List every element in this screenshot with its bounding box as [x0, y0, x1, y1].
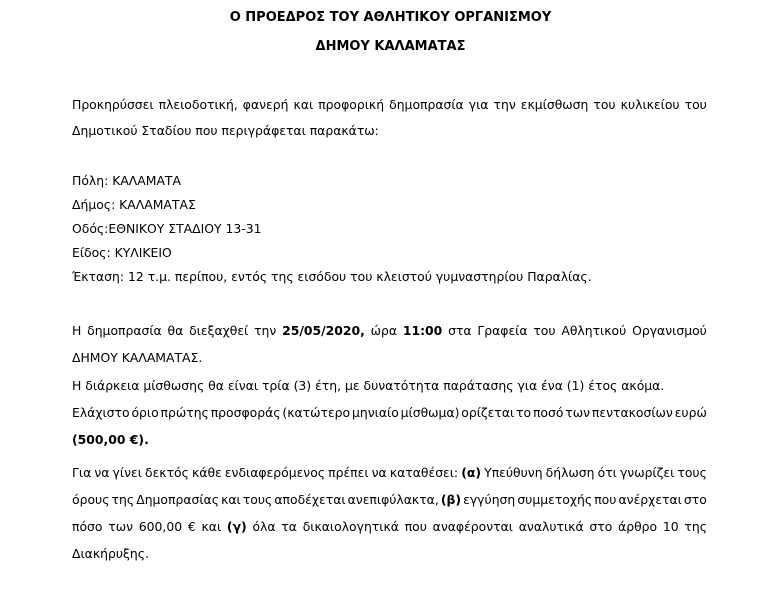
- header-subtitle: ΔΗΜΟΥ ΚΑΛΑΜΑΤΑΣ: [315, 39, 466, 54]
- marker-a: (α): [461, 465, 482, 480]
- word: άρθρο: [618, 519, 658, 534]
- word: προσφοράς: [210, 405, 281, 420]
- word: της: [684, 519, 707, 534]
- detail-area: Έκταση: 12 τ.μ. περίπου, εντός της εισόδου του κλειστού γυμναστηρίου Παραλίας.: [72, 269, 592, 284]
- word: του: [593, 97, 616, 112]
- word: των: [108, 519, 133, 534]
- word: 600,00: [138, 519, 183, 534]
- word: προφορική: [318, 97, 385, 112]
- word: αναφέρονται: [432, 519, 513, 534]
- auction-time: 11:00: [402, 323, 443, 338]
- word: €: [187, 519, 196, 534]
- word: του: [684, 97, 707, 112]
- word: γίνει: [112, 465, 142, 480]
- detail-type: Είδος: ΚΥΛΙΚΕΙΟ: [72, 245, 172, 260]
- word: ώρα: [370, 323, 398, 338]
- word: τους: [677, 465, 707, 480]
- minimum-amount: (500,00 €).: [72, 432, 149, 447]
- word: ενδιαφερόμενος: [224, 465, 326, 480]
- word: Για: [72, 465, 92, 480]
- minimum-amount-line: [72, 432, 149, 447]
- word: στο: [683, 492, 707, 507]
- word: φανερή: [242, 97, 289, 112]
- word: αναλυτικά: [518, 519, 584, 534]
- word: πρώτης: [160, 405, 209, 420]
- requirements-line-2: [72, 492, 707, 507]
- requirements-line-1: [72, 465, 707, 480]
- word: εγγύηση: [463, 492, 516, 507]
- word: ανέρχεται: [618, 492, 682, 507]
- intro-line-1: [72, 97, 707, 112]
- auction-line-1: [72, 323, 707, 338]
- word: στο: [589, 519, 613, 534]
- word: πλειοδοτική,: [158, 97, 238, 112]
- word: που: [404, 519, 427, 534]
- word: την: [493, 97, 516, 112]
- word: πόσο: [72, 519, 103, 534]
- word: Ελάχιστο: [72, 405, 130, 420]
- auction-line-2: ΔΗΜΟΥ ΚΑΛΑΜΑΤΑΣ.: [72, 350, 203, 365]
- word: μηνιαίο: [351, 405, 399, 420]
- auction-date: 25/05/2020,: [282, 323, 365, 338]
- word: ανεπιφύλακτα,: [347, 492, 439, 507]
- marker-c: (γ): [226, 519, 247, 534]
- requirements-line-4: Διακήρυξης.: [72, 546, 149, 561]
- word: Οργανισμού: [632, 323, 707, 338]
- word: την: [254, 323, 277, 338]
- word: για: [468, 97, 489, 112]
- word: που: [594, 492, 617, 507]
- word: όριο: [131, 405, 159, 420]
- word: αποδέχεται: [274, 492, 346, 507]
- word: Γραφεία: [477, 323, 528, 338]
- word: συμμετοχής: [517, 492, 593, 507]
- word: πρέπει: [328, 465, 369, 480]
- word: (κατώτερο: [282, 405, 351, 420]
- word: και: [201, 519, 222, 534]
- word: διεξαχθεί: [189, 323, 249, 338]
- detail-street: Οδός:ΕΘΝΙΚΟΥ ΣΤΑΔΙΟΥ 13-31: [72, 221, 262, 236]
- intro-line-2: Δημοτικού Σταδίου που περιγράφεται παρακάτω:: [72, 123, 379, 138]
- word: στα: [448, 323, 472, 338]
- word: δημοπρασία: [87, 323, 162, 338]
- word: κυλικείου: [620, 97, 680, 112]
- word: καταθέσει:: [389, 465, 459, 480]
- word: 10: [662, 519, 679, 534]
- minimum-line-1: [72, 405, 707, 420]
- word: πεντακοσίων: [591, 405, 673, 420]
- word: ευρώ: [674, 405, 707, 420]
- word: Αθλητικού: [561, 323, 627, 338]
- word: Υπεύθυνη: [484, 465, 543, 480]
- word: εκμίσθωση: [520, 97, 589, 112]
- word: ορίζεται: [461, 405, 515, 420]
- word: δικαιολογητικά: [302, 519, 399, 534]
- word: κάθε: [191, 465, 222, 480]
- word: Προκηρύσσει: [72, 97, 154, 112]
- word: να: [371, 465, 387, 480]
- word: τους: [242, 492, 273, 507]
- word: και: [293, 97, 314, 112]
- word: να: [94, 465, 110, 480]
- word: ότι: [597, 465, 617, 480]
- detail-municipality: Δήμος: ΚΑΛΑΜΑΤΑΣ: [72, 197, 196, 212]
- word: μίσθωμα): [400, 405, 460, 420]
- word: των: [565, 405, 591, 420]
- marker-b: (β): [440, 492, 462, 507]
- requirements-line-3: [72, 519, 707, 534]
- word: θα: [167, 323, 184, 338]
- word: δεκτός: [144, 465, 189, 480]
- word: δημοπρασία: [389, 97, 464, 112]
- word: Η: [72, 323, 82, 338]
- word: της: [111, 492, 135, 507]
- word: γνωρίζει: [619, 465, 675, 480]
- word: του: [533, 323, 556, 338]
- word: Δημοπρασίας: [136, 492, 219, 507]
- word: ποσό: [532, 405, 564, 420]
- word: και: [221, 492, 241, 507]
- word: το: [516, 405, 532, 420]
- detail-city: Πόλη: ΚΑΛΑΜΑΤΑ: [72, 173, 181, 188]
- word: όλα: [252, 519, 276, 534]
- word: τα: [281, 519, 297, 534]
- word: δήλωση: [545, 465, 595, 480]
- word: όρους: [72, 492, 110, 507]
- duration-text: Η διάρκεια μίσθωσης θα είναι τρία (3) έτη, με δυνατότητα παράτασης για ένα (1) έτος ακόμα.: [72, 378, 665, 393]
- header-title: Ο ΠΡΟΕΔΡΟΣ ΤΟΥ ΑΘΛΗΤΙΚΟΥ ΟΡΓΑΝΙΣΜΟΥ: [229, 10, 552, 25]
